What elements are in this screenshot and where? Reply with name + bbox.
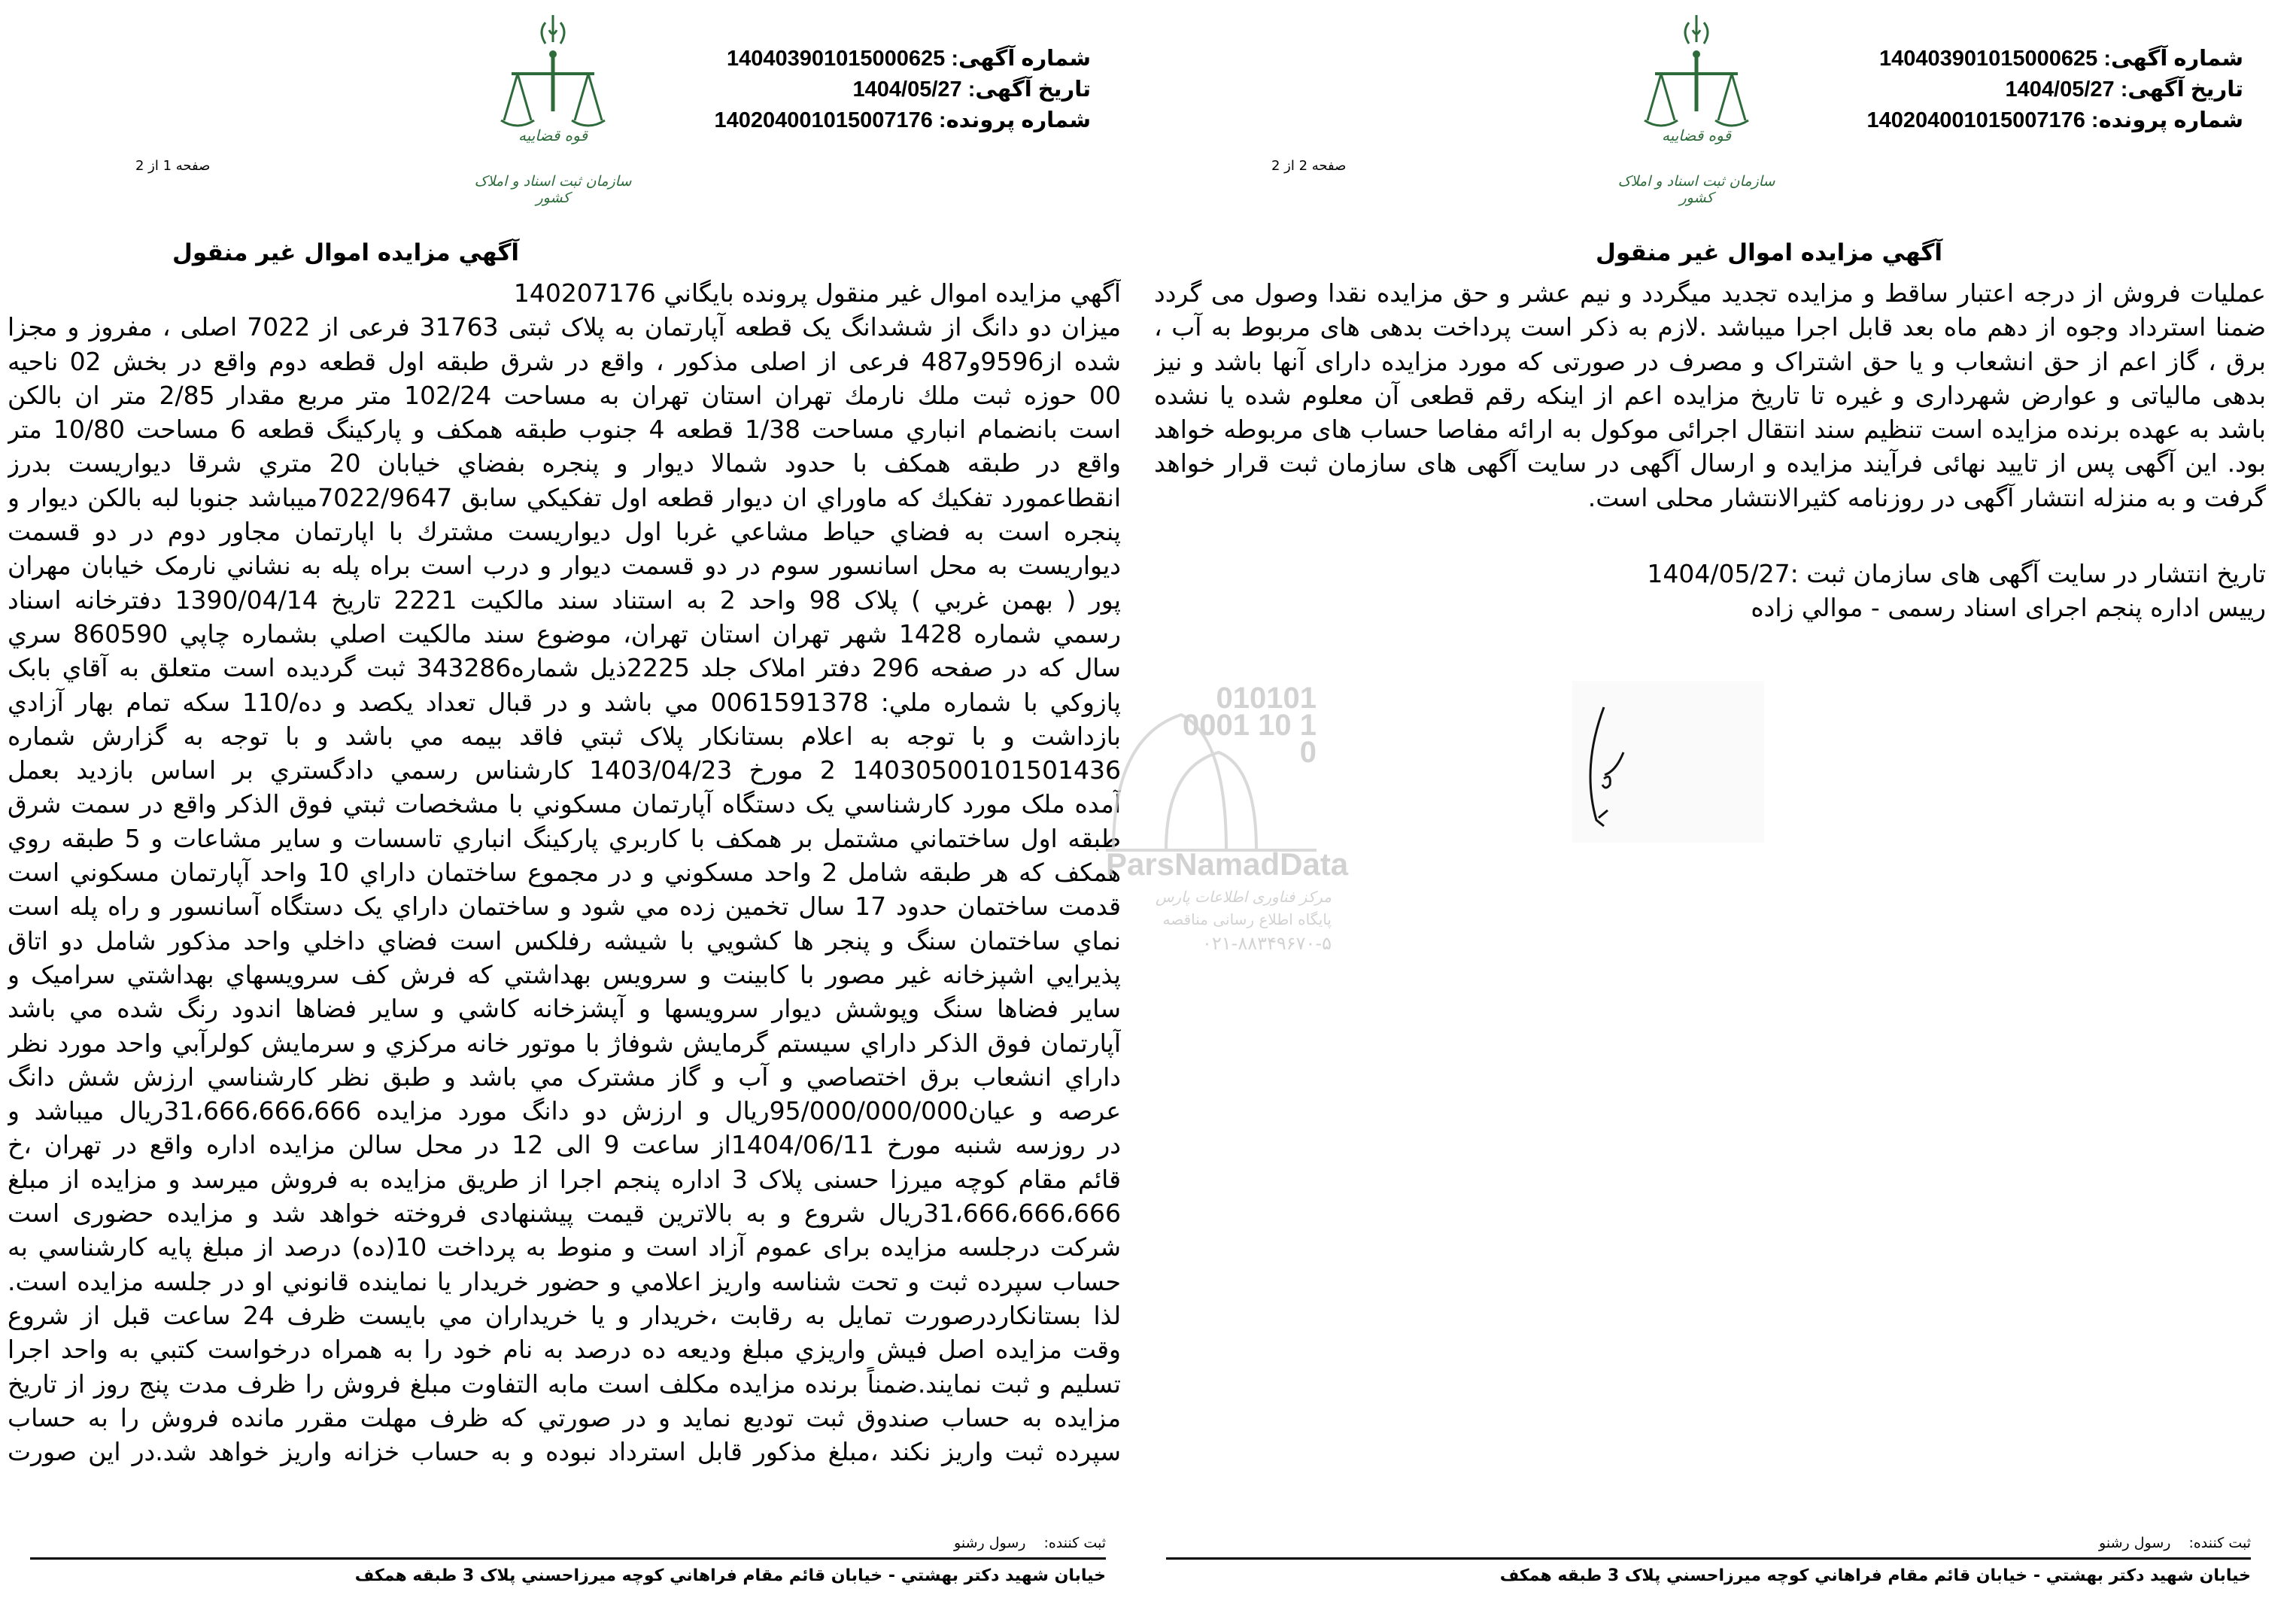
body-line: سال که در صفحه 296 دفتر املاک جلد 2225ذيل شماره343286 ثبت گرديده است متعلق به آقاي بابک [8, 653, 1121, 683]
body-line: ساير فضاها سنگ وپوشش ديوار سرويسها و آپشزخانه کاشي و ساير فضاها اندود رنگ شده مي باشد [8, 994, 1121, 1024]
ad-date: 1404/05/27 [2005, 77, 2115, 102]
registrar [936, 1535, 1106, 1551]
body-line: پنجره است به فضاي حياط مشاعي غربا اول ديواريست مشترك با اپارتمان مجاور دوم در دو قسمت [8, 517, 1121, 547]
body-line: ديواريست به محل اسانسور سوم در دو قسمت ديوار و درب است براه پله به نشاني نارمک خيابان مهران [8, 551, 1121, 581]
watermark-brand: ParsNamadData [1106, 846, 1349, 882]
body-line: عرصه و عيان95/000/000/000ريال و ارزش دو دانگ مورد مزايده 31،666،666،666ريال ميباشد و [8, 1096, 1121, 1126]
notice-body [1154, 276, 2266, 515]
logo-org-line1: قوه قضاییه [518, 126, 588, 144]
body-line: 14030500101501436 2 مورخ 1403/04/23 کارشناس رسمي دادگستري بر اساس بازديد بعمل [8, 755, 1121, 785]
body-line: تسليم و ثبت نمايند.ضمناً برنده مزايده مکلف است مابه التفاوت مبلغ فروش را ظرف مدت پنج روز از تاريخ [8, 1369, 1121, 1399]
registrar-label: ثبت کننده: [1043, 1535, 1106, 1551]
ad-date-row [1867, 74, 2243, 105]
signature-image [1572, 681, 1764, 843]
watermark-subtitle-2: پایگاه اطلاع رسانی مناقصه [1162, 910, 1332, 928]
case-number-label: شماره پرونده: [938, 108, 1091, 132]
ad-date-row [715, 74, 1091, 105]
body-line: شرکت درجلسه مزايده برای عموم آزاد است و منوط به پرداخت 10(ده) درصد از مبلغ پايه کارشناسي به [8, 1232, 1121, 1262]
case-number: 140204001015007176 [714, 108, 933, 132]
body-line: واقع در طبقه همكف با حدود شمالا ديوار و پنجره بفضاي خيابان 20 متري شرقا ديواريست بدرز [8, 448, 1121, 478]
ad-date: 1404/05/27 [852, 77, 962, 102]
body-line: 00 حوزه ثبت ملك نارمك تهران استان تهران به مساحت 102/24 متر مربع مقدار 2/85 متر ان بالكن [8, 380, 1121, 410]
scales-of-justice-icon [1625, 8, 1768, 128]
body-line: نماي ساختمان سنگ و پنجر ها کشويي با شيشه رفلکس است فضاي داخلي واحد مذکور شامل دو اتاق [8, 925, 1121, 955]
ad-number-label: شماره آگهی: [951, 47, 1091, 71]
page-1 [0, 0, 1136, 1604]
body-line: است بانضمام انباري مساحت 1/38 قطعه 4 جنوب طبقه همكف و پاركينگ قطعه 6 مساحت 10/80 متر [8, 415, 1121, 445]
page-number: صفحه 2 از 2 [1271, 158, 1347, 174]
body-line: لذا بستانکاردرصورت تمايل به رقابت ،خريدار و يا خريداران مي بايست ظرف 24 ساعت قبل از شروع [8, 1300, 1121, 1330]
ad-header [1867, 44, 2243, 136]
body-line: مزايده به حساب صندوق ثبت توديع نمايد و در صورتي که ظرف مهلت مقرر مانده فروش را به حساب [8, 1402, 1121, 1432]
ad-number-row [1867, 44, 2243, 74]
body-line: عمليات فروش از درجه اعتبار ساقط و مزايده تجديد ميگردد و نيم عشر و حق مزايده نقدا وصول می گردد [1154, 278, 2266, 308]
watermark-subtitle-1: مرکز فناوری اطلاعات پارس [1155, 888, 1332, 906]
body-line: انقطاعمورد تفكيك كه ماوراي ان ديوار قطعه اول تفكيكي سابق 7022/9647ميباشد جنوبا لبه بالكن ديوار و [8, 482, 1121, 512]
body-line: بدهی مالیاتی و عوارض شهرداری و غیره تا تاریخ مزایده اعم از اینکه رقم قطعی آن معلوم شده یا نشده [1154, 380, 2266, 410]
body-line: بود. این آگهی پس از تایید نهائی فرآیند مزایده و ارسال آگهی در سایت آگهی های سازمان ثبت قرار خواهد [1154, 448, 2266, 478]
ad-number: 140403901015000625 [1878, 47, 2098, 71]
ad-number-label: شماره آگهی: [2103, 47, 2243, 71]
ad-number: 140403901015000625 [726, 47, 946, 71]
body-line: طبقه اول ساختماني مشتمل بر همکف با کاربري پارکينگ انباري تاسسات و ساير مشاعات و 5 طبقه روي [8, 823, 1121, 853]
body-line: 31،666،666،666ريال شروع و به بالاترين قيمت پيشنهادی فروخته خواهد شد و مزايده حضوری است [8, 1198, 1121, 1229]
scales-of-justice-icon [481, 8, 624, 128]
notice-title: آگهي مزايده اموال غير منقول [172, 239, 519, 266]
registrar-name: رسول رشنو [2099, 1535, 2171, 1551]
page-2 [1143, 0, 2296, 1604]
body-line: قائم مقام کوچه ميرزا حسنی پلاک 3 اداره پنجم اجرا از طريق مزايده به فروش ميرسد و مزايده از مبلغ [8, 1164, 1121, 1194]
case-number-row [715, 105, 1091, 136]
watermark-phone: ۰۲۱-۸۸۳۴۹۶۷۰-۵ [1201, 933, 1332, 954]
case-number: 140204001015007176 [1866, 108, 2085, 132]
body-line: ميزان دو دانگ از ششدانگ يک قطعه آپارتمان به پلاک ثبتی 31763 فرعی از 7022 اصلی ، مفروز و مجزا [8, 312, 1121, 342]
ad-date-label: تاریخ آگهی: [2120, 77, 2243, 102]
footer-divider [30, 1557, 1106, 1560]
body-line: همکف که هر طبقه شامل 2 واحد مسکوني و در مجموع ساختمان داراي 10 واحد آپارتمان مسکوني است [8, 858, 1121, 888]
body-line: آمده ملک مورد کارشناسي يک دستگاه آپارتمان مسکوني با مشخصات ثبتي فوق الذکر واقع در سمت شرق [8, 789, 1121, 819]
body-line: برق ، گاز اعم از حق انشعاب و یا حق اشتراک و مصرف در صورتی که مورد مزایده دارای آنها باشد و نیز [1154, 346, 2266, 376]
body-line: وقت مزايده اصل فيش واريزي مبلغ وديعه ده درصد به نام خود را به همراه درخواست کتبي به واحد اجرا [8, 1335, 1121, 1365]
notice-body [8, 276, 1121, 1469]
ad-number-row [715, 44, 1091, 74]
watermark-bits: 010101 0001 10 1 0 [1183, 682, 1317, 769]
body-line: قدمت ساختمان حدود 17 سال تخمين زده مي شود و ساختمان داراي يک دستگاه آسانسور و راه پله است [8, 892, 1121, 922]
judiciary-logo [474, 8, 632, 206]
office-address: خيابان شهيد دکتر بهشتي - خيابان قائم مقام فراهاني کوچه ميرزاحسني پلاک 3 طبقه همکف [354, 1566, 1106, 1585]
case-number-label: شماره پرونده: [2091, 108, 2243, 132]
logo-org-line2: سازمان ثبت اسناد و املاک کشور [474, 173, 632, 206]
body-line: آگهي مزايده اموال غير منقول پرونده بايگاني 140207176 [513, 278, 1121, 308]
body-line: پذيرايي اشپزخانه غير مصور با کابينت و سرويس بهداشتي که فرش کف سرويسهاي بهداشتي سراميک و [8, 959, 1121, 989]
page-number: صفحه 1 از 2 [135, 158, 211, 174]
ad-date-label: تاریخ آگهی: [967, 77, 1091, 102]
body-line: پازوکي با شماره ملي: 0061591378 مي باشد و در قبال تعداد يکصد و ده/110 سکه تمام بهار آزادي [8, 687, 1121, 717]
body-line: پور ( بهمن غربي ) پلاک 98 واحد 2 به استناد سند مالکيت 2221 تاريخ 1390/04/14 دفترخانه اسناد [8, 585, 1121, 615]
ad-header [715, 44, 1091, 136]
body-line: بازداشت و با توجه به اعلام بستانکار پلاک ثبتي فاقد بيمه مي باشد و با توجه به گزارش شماره [8, 721, 1121, 751]
registrar [2081, 1535, 2251, 1551]
body-line: سپرده ثبت واريز نکند ،مبلغ مذکور قابل استرداد نبوده و به حساب خزانه واريز خواهد شد.در اين صورت [8, 1437, 1121, 1467]
handwritten-signature-icon [1572, 681, 1764, 843]
logo-org-line1: قوه قضاییه [1661, 126, 1732, 144]
body-line: داراي انشعاب برق اختصاصي و آب و گاز مشترک مي باشد و طبق نظر کارشناسي ارزش شش دانگ [8, 1062, 1121, 1092]
signatory: رييس اداره پنجم اجرای اسناد رسمی - موالي زاده [1751, 593, 2266, 622]
body-line: باشد به عهده برنده مزایده است تنظیم سند انتقال اجرائی موکول به ارائه مفاصا حساب های مربوطه خواهد [1154, 415, 2266, 445]
publication-block [1647, 557, 2266, 624]
registrar-label: ثبت کننده: [2188, 1535, 2251, 1551]
body-line: ضمنا استرداد وجوه از دهم ماه بعد قابل اجرا میباشد .لازم به ذکر است پرداخت بدهی های مربوط به آب ، [1154, 312, 2266, 342]
body-line: رسمي شماره 1428 شهر تهران استان تهران، موضوع سند مالکيت اصلي بشماره چاپي 860590 سري [8, 618, 1121, 649]
case-number-row [1867, 105, 2243, 136]
logo-org-line2: سازمان ثبت اسناد و املاک کشور [1617, 173, 1775, 206]
body-line: آپارتمان فوق الذکر داراي سيستم گرمايش شوفاژ با موتور خانه مرکزي و سرمايش کولرآبي واحد مورد نظر [8, 1028, 1121, 1058]
body-line: حساب سپرده ثبت و تحت شناسه واريز اعلامي و حضور خريدار يا نماينده قانوني او در جلسه مزايده است. [8, 1266, 1121, 1296]
body-line: شده از9596و487 فرعی از اصلی مذکور ، واقع در شرق طبقه اول قطعه دوم واقع در بخش 02 ناحيه [8, 346, 1121, 376]
office-address: خيابان شهيد دکتر بهشتي - خيابان قائم مقام فراهاني کوچه ميرزاحسني پلاک 3 طبقه همکف [1499, 1566, 2251, 1585]
footer-divider [1166, 1557, 2251, 1560]
judiciary-logo [1617, 8, 1775, 206]
notice-title: آگهي مزايده اموال غير منقول [1596, 239, 1942, 266]
publication-date: تاریخ انتشار در سایت آگهی های سازمان ثبت :1404/05/27 [1647, 559, 2266, 588]
body-line: در روزسه شنبه مورخ 1404/06/11از ساعت 9 الی 12 در محل سالن مزايده اداره واقع در تهران ،خ [8, 1130, 1121, 1160]
registrar-name: رسول رشنو [954, 1535, 1026, 1551]
body-line: گرفت و به منزله انتشار آگهی در روزنامه کثیرالانتشار محلی است. [1587, 482, 2266, 512]
